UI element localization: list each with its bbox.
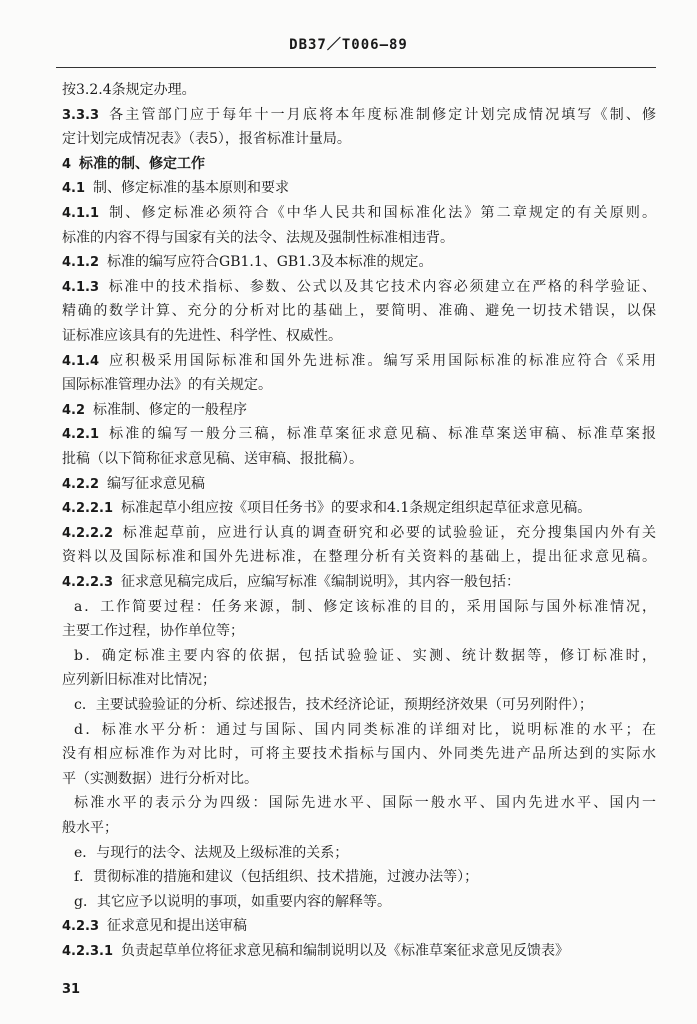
clause-text: 标准起草前，应进行认真的调查研究和必要的试验验证，充分搜集国内外有关 [121, 524, 656, 541]
clause-number: 4.1 [62, 181, 86, 197]
clause-line [62, 523, 656, 544]
clause-number: 4.2.1 [62, 427, 100, 443]
clause-text: d．标准水平分析：通过与国际、国内同类标准的详细对比，说明标准的水平；在 [74, 721, 656, 738]
clause-text: 精确的数学计算、充分的分析对比的基础上，要简明、准确、避免一切技术错误，以保 [62, 303, 656, 320]
clause-number: 4.1.2 [62, 255, 100, 271]
clause-number: 4.2.2.1 [62, 501, 113, 517]
clause-text: 批稿（以下简称征求意见稿、送审稿、报批稿）。 [62, 451, 363, 467]
text-line [62, 818, 656, 838]
text-line [62, 449, 656, 469]
clause-line [62, 941, 656, 962]
text-line [62, 769, 656, 789]
clause-line [62, 203, 656, 224]
text-line [62, 892, 656, 912]
text-line [62, 228, 656, 248]
clause-text: 证标准应该具有的先进性、科学性、权威性。 [62, 328, 342, 344]
clause-number: 4.2.3 [62, 919, 100, 935]
clause-text: 编写征求意见稿 [107, 475, 206, 492]
text-line [62, 375, 656, 395]
clause-text: 般水平； [62, 820, 118, 836]
clause-text: 应列新旧标准对比情况； [62, 672, 216, 689]
clause-text: 各主管部门应于每年十一月底将本年度标准制修定计划完成情况填写《制、修 [107, 106, 656, 123]
clause-text: 定计划完成情况表》（表5），报省标准计量局。 [62, 131, 351, 148]
text-line [62, 621, 656, 641]
clause-text: 国际标准管理办法》的有关规定。 [62, 377, 272, 394]
clause-line [62, 252, 656, 273]
clause-text: f．贯彻标准的措施和建议（包括组织、技术措施，过渡办法等）； [74, 869, 479, 886]
clause-number: 4.2 [62, 402, 86, 418]
text-line [62, 793, 656, 813]
header-rule [56, 67, 656, 68]
clause-line [62, 572, 656, 593]
text-line [62, 670, 656, 690]
clause-number: 4.2.2.3 [62, 575, 113, 590]
clause-line [62, 277, 656, 298]
clause-text: 按3.2.4条规定办理。 [62, 82, 196, 98]
clause-text: 标准水平的表示分为四级：国际先进水平、国际一般水平、国内先进水平、国内一 [74, 795, 656, 812]
clause-line [62, 105, 656, 126]
clause-text: 应积极采用国际标准和国外先进标准。编写采用国际标准的标准应符合《采用 [107, 352, 656, 369]
text-line [62, 301, 656, 321]
page-number: 31 [62, 982, 81, 997]
text-line [62, 720, 656, 740]
clause-text: e．与现行的法令、法规及上级标准的关系； [74, 844, 349, 861]
page-header: DB37／T006—89 [289, 37, 408, 53]
text-line [62, 129, 656, 149]
clause-text: g．其它应予以说明的事项，如重要内容的解释等。 [74, 893, 391, 910]
text-line [62, 326, 656, 346]
clause-text: 标准中的技术指标、参数、公式以及其它技术内容必须建立在严格的科学验证、 [107, 278, 656, 295]
clause-text: 标准的编写一般分三稿，标准草案征求意见稿、标准草案送审稿、标准草案报 [107, 426, 656, 443]
clause-text: 征求意见稿完成后，应编写标准《编制说明》，其内容一般包括： [121, 574, 520, 590]
clause-text: 负责起草单位将征求意见稿和编制说明以及《标准草案征求意见反馈表》 [121, 943, 569, 959]
section-heading: 标准的制、修定工作 [79, 155, 206, 172]
clause-line [62, 154, 656, 175]
text-line [62, 843, 656, 863]
text-line [62, 744, 656, 764]
clause-text: 标准制、修定的一般程序 [93, 401, 248, 418]
clause-number: 4.1.1 [62, 206, 100, 221]
clause-line [62, 498, 656, 519]
clause-text: 标准的内容不得与国家有关的法令、法规及强制性标准相违背。 [62, 229, 454, 246]
clause-text: 标准的编写应符合GB1.1、GB1.3及本标准的规定。 [107, 254, 433, 271]
clause-line [62, 351, 656, 372]
clause-text: 制、修定标准的基本原则和要求 [93, 180, 290, 197]
clause-line [62, 916, 656, 937]
clause-number: 4.2.2.2 [62, 525, 113, 541]
clause-number: 4 [62, 156, 72, 172]
text-line [62, 695, 656, 715]
clause-text: a．工作简要过程：任务来源，制、修定该标准的目的，采用国际与国外标准情况， [74, 598, 656, 615]
clause-number: 4.1.4 [62, 353, 100, 369]
clause-text: 标准起草小组应按《项目任务书》的要求和4.1条规定组织起草征求意见稿。 [121, 500, 592, 517]
clause-line [62, 178, 656, 199]
clause-number: 4.1.3 [62, 279, 100, 295]
clause-line [62, 424, 656, 445]
text-line [62, 646, 656, 666]
clause-number: 3.3.3 [62, 107, 100, 123]
clause-line [62, 474, 656, 495]
clause-line [62, 400, 656, 421]
text-line [62, 80, 656, 100]
clause-number: 4.2.3.1 [62, 944, 113, 959]
text-line [62, 597, 656, 617]
clause-text: 主要工作过程，协作单位等； [62, 623, 244, 640]
clause-text: 没有相应标准作为对比时，可将主要技术指标与国内、外同类先进产品所达到的实际水 [62, 746, 656, 763]
clause-text: c．主要试验验证的分析、综述报告，技术经济论证，预期经济效果（可另列附件）； [74, 697, 593, 713]
clause-text: 资料以及国际标准和国外先进标准，在整理分析有关资料的基础上，提出征求意见稿。 [62, 549, 656, 566]
text-line [62, 547, 656, 567]
clause-text: 制、修定标准必须符合《中华人民共和国标准化法》第二章规定的有关原则。 [107, 205, 656, 221]
clause-text: 平（实测数据）进行分析对比。 [62, 770, 258, 787]
clause-text: 征求意见和提出送审稿 [107, 918, 248, 935]
clause-number: 4.2.2 [62, 476, 100, 492]
text-line [62, 867, 656, 887]
clause-text: b．确定标准主要内容的依据，包括试验验证、实测、统计数据等，修订标准时， [74, 647, 656, 664]
